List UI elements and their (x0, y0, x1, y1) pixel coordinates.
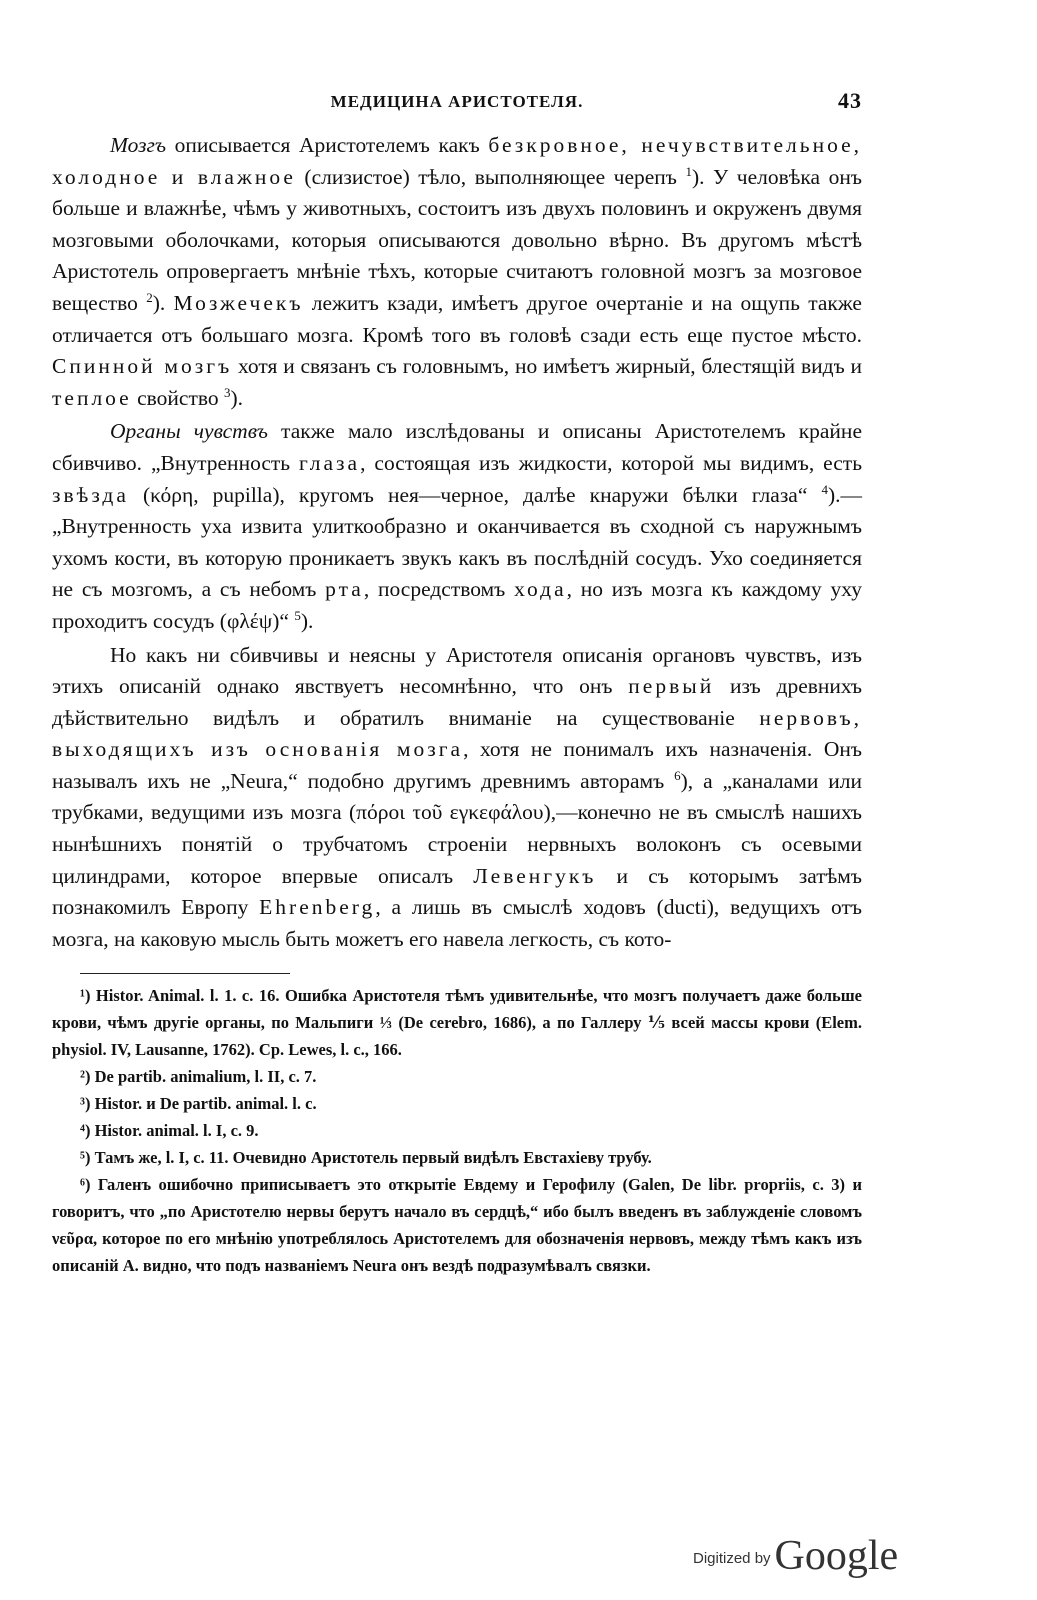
main-text (52, 130, 862, 955)
spaced-term: Ehrenberg (259, 895, 376, 920)
footnote-mark: ⁴) (80, 1121, 91, 1141)
paragraph-brain (52, 130, 862, 414)
google-watermark (693, 1532, 898, 1580)
text-run: ). (152, 290, 174, 315)
spaced-term: безкровное, нечувствительное, холодное и влажное (52, 133, 863, 189)
footnote-text: De partib. animalium, l. II, c. 7. (90, 1067, 317, 1087)
spaced-term: звѣзда (52, 482, 129, 507)
footnote-4 (52, 1117, 862, 1144)
paragraph-nerves (52, 640, 862, 956)
book-page (52, 88, 863, 1279)
text-run: ).—„Внутренность уха извита улиткообразно и оканчивается въ сходной съ наружнымъ ухомъ кости, въ которую проникаетъ звукъ какъ въ послѣдній сосудъ. Ухо соединяется не съ мозгомъ, а съ небомъ (52, 482, 862, 602)
page-number: 43 (838, 88, 862, 113)
text-run: , состоящая изъ жидкости, которой мы видимъ, есть (360, 450, 862, 475)
spaced-term: Спинной мозгъ (52, 354, 233, 379)
footnote-ref[interactable]: 6 (674, 767, 681, 783)
footnote-mark: ⁵) (80, 1148, 91, 1168)
spaced-term: хода (514, 577, 567, 602)
footnote-text: Histor. и De partib. animal. l. c. (90, 1094, 317, 1114)
footnote-mark: ¹) (80, 986, 91, 1006)
running-header (52, 88, 862, 122)
footnote-6 (52, 1171, 862, 1279)
text-run: также мало изслѣдованы и описаны Аристотелемъ крайне сбивчиво. „Внутренность (52, 419, 862, 475)
footnote-mark: ³) (80, 1094, 91, 1114)
footnote-mark: ²) (80, 1067, 91, 1087)
term: Мозгъ (110, 133, 167, 157)
text-run: , но изъ мозга къ каждому уху проходитъ сосудъ (φλέψ)“ (52, 577, 862, 633)
text-run: , хотя не понималъ ихъ назначенія. Онъ называлъ ихъ не „Neura,“ подобно другимъ древнимъ авторамъ (52, 737, 862, 793)
text-run: , посредствомъ (363, 577, 515, 602)
google-logo: Google (774, 1533, 899, 1579)
footnote-1 (52, 982, 862, 1063)
spaced-term: глаза (299, 450, 361, 475)
running-title: МЕДИЦИНА АРИСТОТЕЛЯ. (330, 92, 584, 111)
text-run: ), а „каналами или трубками, ведущими изъ мозга (πόροι τοῦ εγκεφάλου),—конечно не въ смыслѣ нашихъ нынѣшнихъ понятій о трубчатомъ строеніи нервныхъ волоконъ съ осевыми цилиндрами, которое впервые описалъ (52, 768, 862, 888)
footnote-ref[interactable]: 4 (821, 481, 828, 497)
text-run: , а лишь въ смыслѣ ходовъ (ducti), ведущихъ отъ мозга, на каковую мысль быть можетъ его навела легкость, съ кото- (52, 895, 862, 951)
footnote-ref[interactable]: 1 (685, 163, 692, 179)
text-run: (слизистое) тѣло, выполняющее черепъ (295, 164, 686, 189)
text-run: изъ древнихъ дѣйствительно видѣлъ и обратилъ вниманіе на существованіе (52, 674, 862, 730)
footnote-text: Галенъ ошибочно приписываетъ это открытіе Евдему и Герофилу (Galen, De libr. propriis, c. 3) и говоритъ, что „по Аристотелю нервы берутъ начало въ сердцѣ,“ ибо былъ введенъ въ заблужденіе словомъ νεῦρα, которое по его мнѣнію употреблялось Аристотелемъ для обозначенія нервовъ, между тѣмъ какъ изъ описаній А. видно, что подъ названіемъ Neura онъ вездѣ подразумѣвалъ связки. (52, 1175, 862, 1276)
footnote-5 (52, 1144, 862, 1171)
text-run: свойство (131, 385, 224, 410)
footnote-ref[interactable]: 5 (294, 607, 301, 623)
spaced-term: теплое (52, 385, 132, 410)
footnote-ref[interactable]: 3 (223, 384, 231, 400)
text-run: лежитъ кзади, имѣетъ другое очертаніе и на ощупь также отличается отъ большаго мозга. Кромѣ того въ головѣ сзади есть еще пустое мѣсто. (52, 290, 862, 347)
footnote-2 (52, 1063, 862, 1090)
text-run: и съ которымъ затѣмъ познакомилъ Европу (52, 863, 862, 920)
paragraph-senses (52, 416, 862, 637)
footnote-mark: ⁶) (80, 1175, 91, 1195)
watermark-prefix: Digitized by (693, 1550, 771, 1567)
text-run: (κόρη, pupilla), кругомъ нея—черное, далѣе кнаружи бѣлки глаза“ (128, 482, 822, 507)
footnote-divider (80, 973, 290, 974)
footnotes (52, 982, 862, 1279)
text-run: описывается Аристотелемъ какъ (166, 133, 489, 157)
footnote-text: Histor. Animal. l. 1. c. 16. Ошибка Аристотеля тѣмъ удивительнѣе, что мозгъ получаетъ даже больше крови, чѣмъ другіе органы, по Мальпиги ⅓ (De cerebro, 1686), а по Галлеру ⅕ всей массы крови (Elem. physiol. IV, Lausanne, 1762). Ср. Lewes, l. c., 166. (52, 986, 862, 1060)
spaced-term: первый (628, 674, 715, 699)
footnote-ref[interactable]: 2 (146, 289, 153, 305)
term: Органы чувствъ (110, 419, 268, 444)
text-run: ). У человѣка онъ больше и влажнѣе, чѣмъ у животныхъ, состоитъ изъ двухъ половинъ и окруженъ двумя мозговыми оболочками, которыя описываются довольно вѣрно. Въ другомъ мѣстѣ Аристотель опровергаетъ мнѣніе тѣхъ, которые считаютъ головной мозгъ за мозговое вещество (52, 164, 862, 315)
text-run: ). (230, 385, 244, 410)
spaced-term: рта (325, 577, 364, 602)
spaced-term: нервовъ, выходящихъ изъ основанія мозга (52, 705, 862, 762)
text-run: хотя и связанъ съ головнымъ, но имѣетъ жирный, блестящій видъ и (232, 354, 862, 379)
spaced-term: Мозжечекъ (173, 290, 304, 315)
footnote-text: Тамъ же, l. I, c. 11. Очевидно Аристотель первый видѣлъ Евстахіеву трубу. (90, 1148, 652, 1168)
text-run: ). (300, 608, 314, 633)
spaced-term: Левенгукъ (473, 863, 597, 888)
text-run: Но какъ ни сбивчивы и неясны у Аристотеля описанія органовъ чувствъ, изъ этихъ описаній однако явствуетъ несомнѣнно, что онъ (52, 642, 862, 699)
footnote-3 (52, 1090, 862, 1117)
footnote-text: Histor. animal. l. I, c. 9. (90, 1121, 259, 1141)
